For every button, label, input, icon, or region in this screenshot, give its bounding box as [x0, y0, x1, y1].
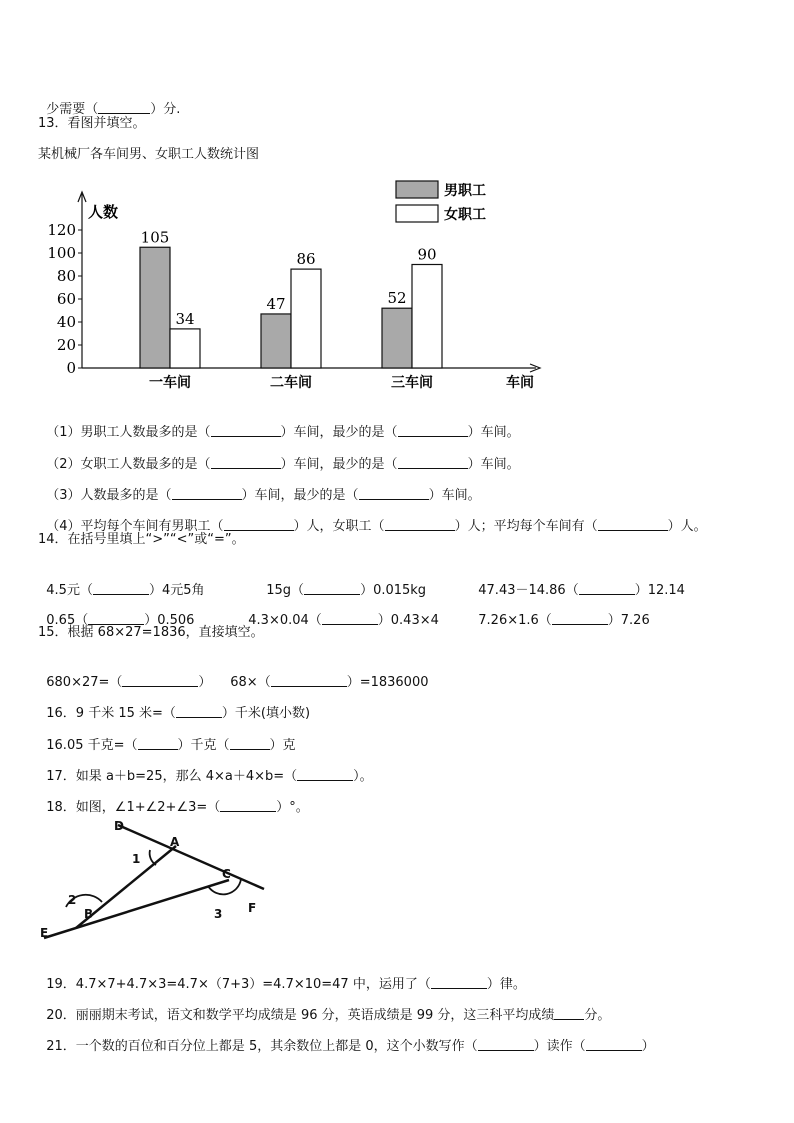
q16-b-post: ）克 [269, 738, 296, 753]
bar-value-label: 47 [266, 294, 286, 313]
answer-blank[interactable] [297, 767, 353, 781]
q16-a-post: ）千米(填小数) [221, 706, 311, 721]
y-tick-label: 0 [66, 359, 76, 377]
q14-2-right: ）0.015kg [360, 583, 427, 598]
q14-label: 14．在括号里填上“>”“<”或“=”。 [38, 532, 245, 547]
answer-blank[interactable] [176, 704, 222, 718]
q19-post: ）律。 [486, 977, 526, 992]
bar-value-label: 86 [296, 250, 316, 269]
q14-5-right: ）0.43×4 [377, 613, 439, 628]
label-E: E [40, 926, 49, 940]
bar-value-label: 105 [140, 228, 170, 247]
q18-pre: 18．如图，∠1+∠2+∠3=（ [46, 800, 221, 815]
answer-blank[interactable] [230, 736, 270, 750]
answer-blank[interactable] [586, 1037, 642, 1051]
y-axis-label: 人数 [88, 203, 119, 221]
q15-label: 15．根据 68×27=1836，直接填空。 [38, 625, 264, 640]
answer-blank[interactable] [398, 455, 468, 469]
q13-1-post: ）车间。 [467, 425, 520, 440]
bar-value-label: 90 [417, 245, 437, 264]
legend-label: 女职工 [444, 207, 486, 223]
q14-3-right: ）12.14 [634, 583, 685, 598]
answer-blank[interactable] [431, 975, 487, 989]
category-label: 二车间 [270, 375, 312, 391]
q13-4-pre: （4）平均每个车间有男职工（ [46, 519, 224, 534]
q16-b-pre: 16.05 千克=（ [46, 738, 138, 753]
q15-a-post: ） [198, 675, 212, 690]
chart-title: 某机械厂各车间男、女职工人数统计图 [38, 147, 260, 162]
bar-value-label: 52 [387, 289, 407, 308]
y-tick-label: 20 [56, 336, 76, 354]
q13-3-pre: （3）人数最多的是（ [46, 488, 172, 503]
q13-1-mid: ）车间，最少的是（ [280, 425, 398, 440]
answer-blank[interactable] [271, 673, 347, 687]
q13-3-mid: ）车间，最少的是（ [241, 488, 359, 503]
header-line-post: ）分. [150, 102, 181, 117]
q13-2-mid: ）车间，最少的是（ [280, 457, 398, 472]
q13-label: 13．看图并填空。 [38, 116, 146, 131]
q14-5-left: 4.3×0.04（ [248, 613, 322, 628]
legend-swatch-女职工 [396, 205, 438, 222]
category-label: 三车间 [391, 375, 433, 391]
bar-女职工-一车间 [170, 329, 200, 368]
q21-post: ） [641, 1039, 655, 1054]
q15-b-pre: 68×（ [230, 675, 271, 690]
q14-item-5 [240, 593, 439, 630]
legend-swatch-男职工 [396, 181, 438, 198]
q20-pre: 20．丽丽期末考试，语文和数学平均成绩是 96 分，英语成绩是 99 分，这三科平均成绩 [46, 1008, 555, 1023]
q13-2-post: ）车间。 [467, 457, 520, 472]
label-C: C [222, 867, 231, 881]
q19-pre: 19．4.7×7+4.7×3=4.7×（7+3）=4.7×10=47 中，运用了（ [46, 977, 431, 992]
label-B: B [84, 907, 94, 921]
q14-2-left: 15g（ [266, 583, 305, 598]
answer-blank[interactable] [322, 611, 378, 625]
answer-blank[interactable] [478, 1037, 534, 1051]
answer-blank[interactable] [224, 517, 294, 531]
label-angle-3: 3 [214, 907, 223, 921]
y-tick-label: 100 [47, 244, 76, 262]
answer-blank[interactable] [398, 423, 468, 437]
angle-figure [36, 812, 276, 944]
q14-1-left: 4.5元（ [46, 583, 93, 598]
q16-a-pre: 16．9 千米 15 米=（ [46, 706, 176, 721]
answer-blank[interactable] [211, 455, 281, 469]
q21-mid: ）读作（ [533, 1039, 586, 1054]
line-EC [44, 880, 229, 938]
q14-4-right: ）0.506 [144, 613, 195, 628]
y-tick-label: 40 [56, 313, 76, 331]
label-D: D [114, 819, 124, 833]
q15-b-post: ）=1836000 [346, 675, 429, 690]
q21-pre: 21．一个数的百位和百分位上都是 5，其余数位上都是 0，这个小数写作（ [46, 1039, 478, 1054]
bar-chart [30, 172, 550, 397]
answer-blank[interactable] [122, 673, 198, 687]
q20-post: 分。 [584, 1008, 611, 1023]
answer-blank[interactable] [88, 611, 144, 625]
answer-blank[interactable] [554, 1006, 584, 1020]
header-line-pre: 少需要（ [46, 102, 99, 117]
q13-1-pre: （1）男职工人数最多的是（ [46, 425, 211, 440]
bar-value-label: 34 [175, 309, 195, 328]
q13-4-mid: ）人，女职工（ [293, 519, 385, 534]
bar-女职工-二车间 [291, 269, 321, 368]
answer-blank[interactable] [211, 423, 281, 437]
q18-post: ）°。 [276, 800, 309, 815]
label-F: F [248, 901, 257, 915]
x-axis-label: 车间 [506, 375, 534, 391]
label-angle-2: 2 [68, 893, 77, 907]
legend-label: 男职工 [444, 183, 486, 199]
bar-男职工-三车间 [382, 308, 412, 368]
q16-b-mid: ）千克（ [177, 738, 230, 753]
label-angle-1: 1 [132, 852, 141, 866]
category-label: 一车间 [149, 375, 191, 391]
q13-4-mid2: ）人；平均每个车间有（ [454, 519, 598, 534]
q13-4-post: ）人。 [667, 519, 707, 534]
q13-2-pre: （2）女职工人数最多的是（ [46, 457, 211, 472]
q14-3-left: 47.43－14.86（ [478, 583, 579, 598]
bar-男职工-一车间 [140, 247, 170, 368]
y-tick-label: 120 [47, 221, 76, 239]
q15-a-pre: 680×27=（ [46, 675, 123, 690]
label-A: A [170, 835, 180, 849]
answer-blank[interactable] [552, 611, 608, 625]
bar-男职工-二车间 [261, 314, 291, 368]
bar-女职工-三车间 [412, 265, 442, 369]
answer-blank[interactable] [138, 736, 178, 750]
q17-pre: 17．如果 a＋b=25，那么 4×a＋4×b=（ [46, 769, 298, 784]
y-tick-label: 60 [56, 290, 76, 308]
y-tick-label: 80 [56, 267, 76, 285]
header-line [38, 82, 180, 119]
answer-blank[interactable] [172, 486, 242, 500]
q13-3-post: ）车间。 [428, 488, 481, 503]
q14-6-left: 7.26×1.6（ [478, 613, 552, 628]
q14-1-right: ）4元5角 [148, 583, 205, 598]
q17-post: ）。 [353, 769, 373, 784]
answer-blank[interactable] [359, 486, 429, 500]
q14-4-left: 0.65（ [46, 613, 89, 628]
answer-blank[interactable] [220, 798, 276, 812]
answer-blank[interactable] [598, 517, 668, 531]
answer-blank[interactable] [98, 100, 150, 114]
q14-item-6 [470, 593, 650, 630]
answer-blank[interactable] [385, 517, 455, 531]
q21 [38, 1019, 655, 1056]
q14-6-right: ）7.26 [607, 613, 650, 628]
